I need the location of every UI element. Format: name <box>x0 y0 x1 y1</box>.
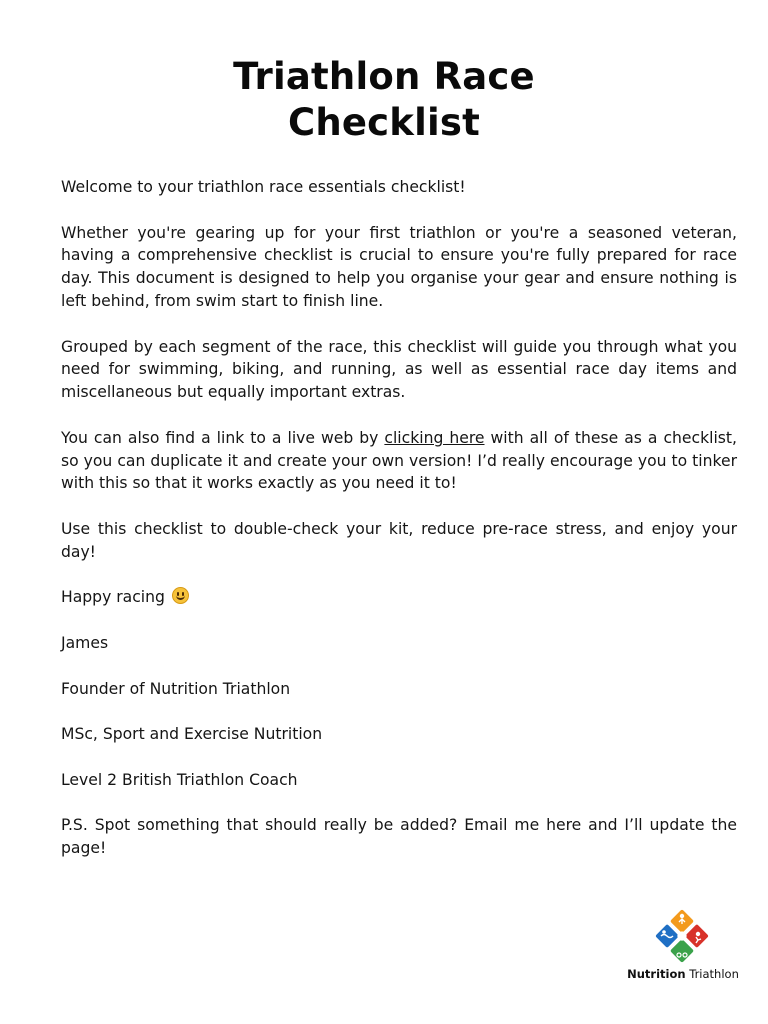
page-title <box>0 54 768 146</box>
smiley-face-icon <box>172 587 189 604</box>
paragraph-grouping: Grouped by each segment of the race, this checklist will guide you through what you need for swimming, biking, and running, as well as essential race day items and miscellaneous but equally important extras. <box>61 337 737 402</box>
sign-off-text: Happy racing <box>61 588 165 607</box>
title-line-2: Checklist <box>287 101 480 144</box>
sign-off-line <box>61 586 737 609</box>
link-lead-text: You can also find a link to a live web by <box>61 428 385 447</box>
logo-diamond-icon <box>652 906 712 966</box>
postscript-paragraph: P.S. Spot something that should really be added? Email me here and I’ll update the page! <box>61 816 737 858</box>
author-role-founder: Founder of Nutrition Triathlon <box>61 679 291 698</box>
nutrition-triathlon-logo <box>620 906 746 986</box>
document-body <box>61 176 737 883</box>
logo-word-nutrition: Nutrition <box>627 967 686 981</box>
logo-word-triathlon: Triathlon <box>685 967 739 981</box>
clicking-here-link[interactable]: clicking here <box>384 428 485 447</box>
intro-paragraph: Welcome to your triathlon race essentials checklist! <box>61 178 466 196</box>
title-line-1: Triathlon Race <box>233 55 535 98</box>
logo-wordmark <box>620 967 746 981</box>
author-role-msc: MSc, Sport and Exercise Nutrition <box>61 725 323 744</box>
paragraph-purpose: Whether you're gearing up for your first triathlon or you're a seasoned veteran, having a comprehensive checklist is crucial to ensure you're fully prepared for race day. This document is designed to help you organise your gear and ensure nothing is left behind, from swim start to finish line. <box>61 223 737 310</box>
author-name: James <box>61 633 109 652</box>
paragraph-live-link <box>61 427 737 495</box>
author-role-coach: Level 2 British Triathlon Coach <box>61 770 298 789</box>
link-trail-text: with all of these as a checklist, so you can duplicate it and create your own version! I’d really encourage you to tinker with this so that it works exactly as you need it to! <box>61 428 737 493</box>
paragraph-usage: Use this checklist to double-check your kit, reduce pre-race stress, and enjoy your day! <box>61 519 737 561</box>
